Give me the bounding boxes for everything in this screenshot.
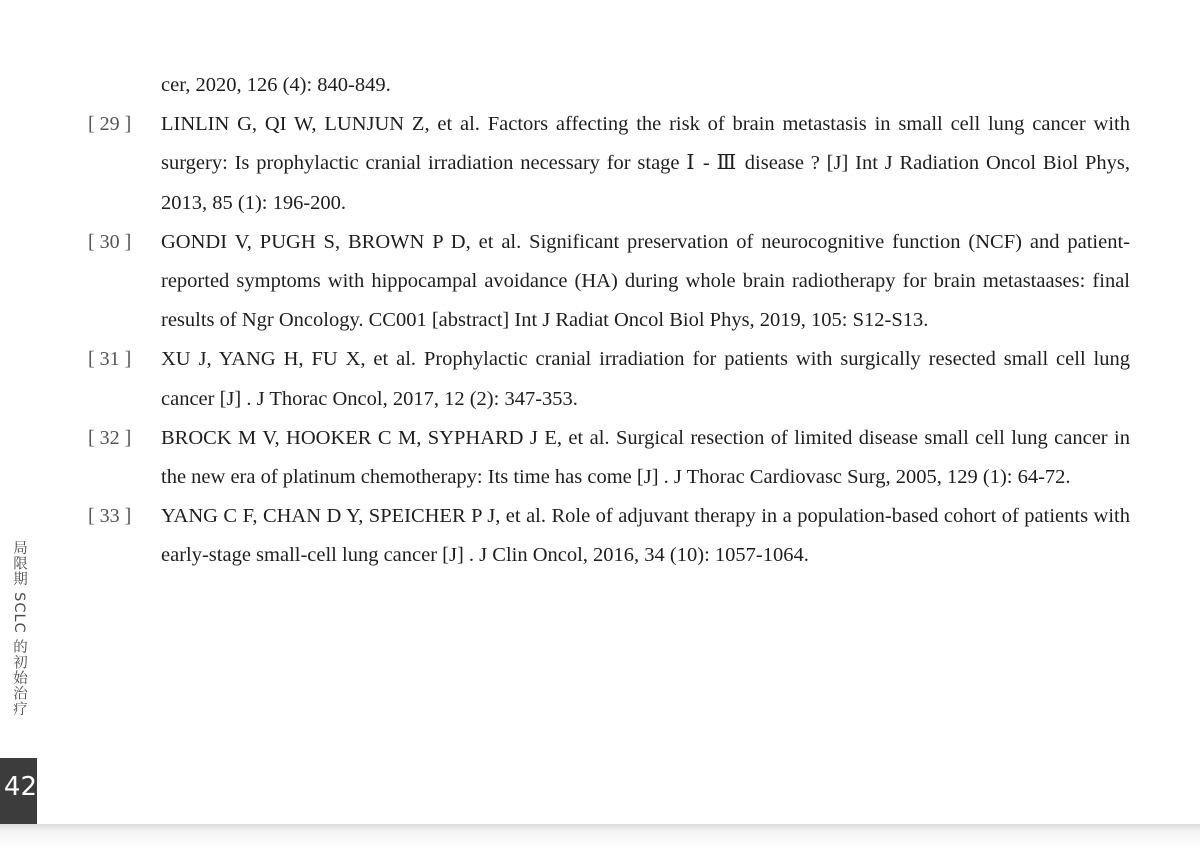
- reference-item: [88, 419, 1130, 497]
- reference-number: [ 31 ]: [88, 348, 132, 371]
- chapter-side-title: 局限期 SCLC 的初始治疗: [11, 540, 27, 717]
- page-number: 42: [3, 772, 37, 802]
- reference-continuation: cer, 2020, 126 (4): 840-849.: [161, 74, 391, 96]
- reference-text: XU J, YANG H, FU X, et al. Prophylactic cranial irradiation for patients with surgically resected small cell lung cancer [J] . J Thorac Oncol, 2017, 12 (2): 347-353.: [161, 348, 1130, 410]
- reference-item: [88, 105, 1130, 223]
- reference-list: [88, 66, 1130, 576]
- reference-number: [ 29 ]: [88, 113, 132, 136]
- reference-item: [88, 223, 1130, 341]
- reference-text: LINLIN G, QI W, LUNJUN Z, et al. Factors affecting the risk of brain metastasis in small cell lung cancer with surgery: Is prophylactic cranial irradiation necessary for stage Ⅰ - Ⅲ disease ? [J] Int J Radiation Oncol Biol Phys, 2013, 85 (1): 196-200.: [161, 113, 1130, 214]
- reference-number: [ 32 ]: [88, 426, 132, 449]
- page-bottom-edge: [0, 824, 1200, 848]
- reference-item: [88, 340, 1130, 418]
- reference-text: GONDI V, PUGH S, BROWN P D, et al. Significant preservation of neurocognitive function (NCF) and patient-reported symptoms with hippocampal avoidance (HA) during whole brain radiotherapy for brain metastaases: final results of Ngr Oncology. CC001 [abstract] Int J Radiat Oncol Biol Phys, 2019, 105: S12-S13.: [161, 230, 1130, 332]
- reference-number: [ 33 ]: [88, 505, 132, 528]
- page-number-box: [0, 758, 37, 825]
- reference-text: BROCK M V, HOOKER C M, SYPHARD J E, et al. Surgical resection of limited disease small cell lung cancer in the new era of platinum chemotherapy: Its time has come [J] . J Thorac Cardiovasc Surg, 2005, 129 (1): 64-72.: [161, 426, 1130, 489]
- reference-text: YANG C F, CHAN D Y, SPEICHER P J, et al. Role of adjuvant therapy in a population-based cohort of patients with early-stage small-cell lung cancer [J] . J Clin Oncol, 2016, 34 (10): 1057-1064.: [161, 505, 1130, 567]
- reference-number: [ 30 ]: [88, 230, 132, 253]
- reference-item: [88, 497, 1130, 575]
